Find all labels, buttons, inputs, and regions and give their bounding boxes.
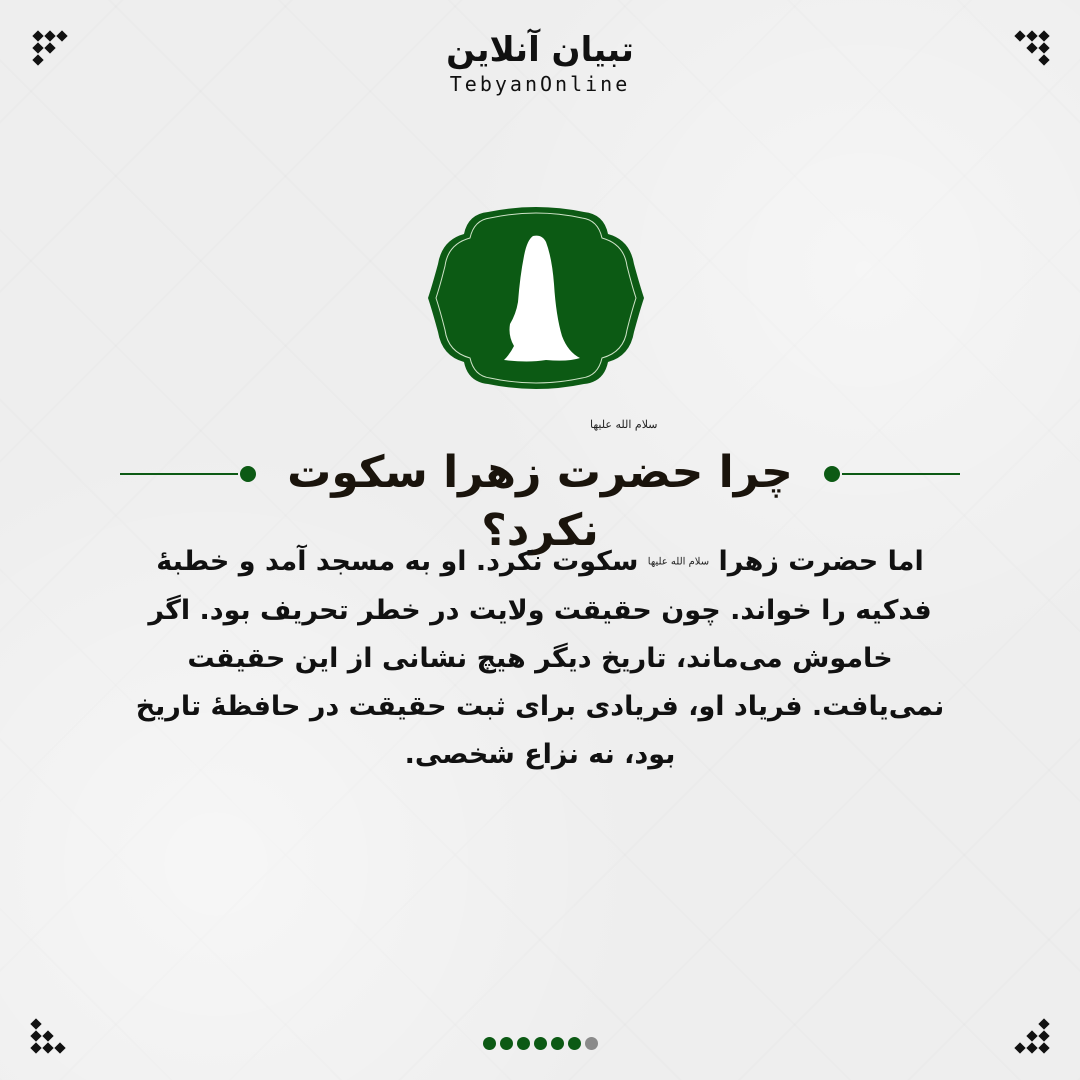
title-divider-left	[120, 473, 238, 475]
page-dot-7[interactable]	[585, 1037, 598, 1050]
body-honorific: سلام الله علیها	[647, 556, 710, 568]
body-rest: فدکیه را خواند. چون حقیقت ولایت در خطر تحریف بود. اگر خاموش می‌ماند، تاریخ دیگر هیچ نشانی از این حقیقت نمی‌یافت. فریاد او، فریادی برای ثبت حقیقت در حافظهٔ تاریخ بود، نه نزاع شخصی.	[135, 594, 945, 770]
body-line1-before: اما حضرت زهرا	[718, 546, 924, 577]
title-divider-right	[842, 473, 960, 475]
pixel-diamond-corner-icon	[1012, 1016, 1052, 1056]
page-dot-6[interactable]	[568, 1037, 581, 1050]
page-title-text: چرا حضرت زهرا سکوت نکرد؟	[287, 447, 793, 556]
title-honorific: سلام الله علیها	[590, 418, 658, 431]
body-paragraph	[118, 538, 962, 779]
corner-ornament-bottom-right	[1012, 1016, 1052, 1056]
page-dot-3[interactable]	[517, 1037, 530, 1050]
veiled-woman-silhouette-icon	[428, 206, 644, 390]
page-dot-1[interactable]	[483, 1037, 496, 1050]
page-dot-4[interactable]	[534, 1037, 547, 1050]
emblem-badge	[428, 206, 644, 390]
logo-persian: تبیان آنلاین	[446, 30, 634, 70]
carousel-pagination	[0, 1037, 1080, 1050]
page-dot-5[interactable]	[551, 1037, 564, 1050]
body-line1-after: سکوت نکرد. او به مسجد آمد و خطبهٔ	[156, 546, 639, 577]
brand-logo	[0, 30, 1080, 96]
pixel-diamond-corner-icon	[28, 1016, 68, 1056]
title-dot-right	[824, 466, 840, 482]
title-row	[120, 418, 960, 556]
corner-ornament-bottom-left	[28, 1016, 68, 1056]
page-dot-2[interactable]	[500, 1037, 513, 1050]
title-dot-left	[240, 466, 256, 482]
logo-english: TebyanOnline	[449, 72, 631, 96]
